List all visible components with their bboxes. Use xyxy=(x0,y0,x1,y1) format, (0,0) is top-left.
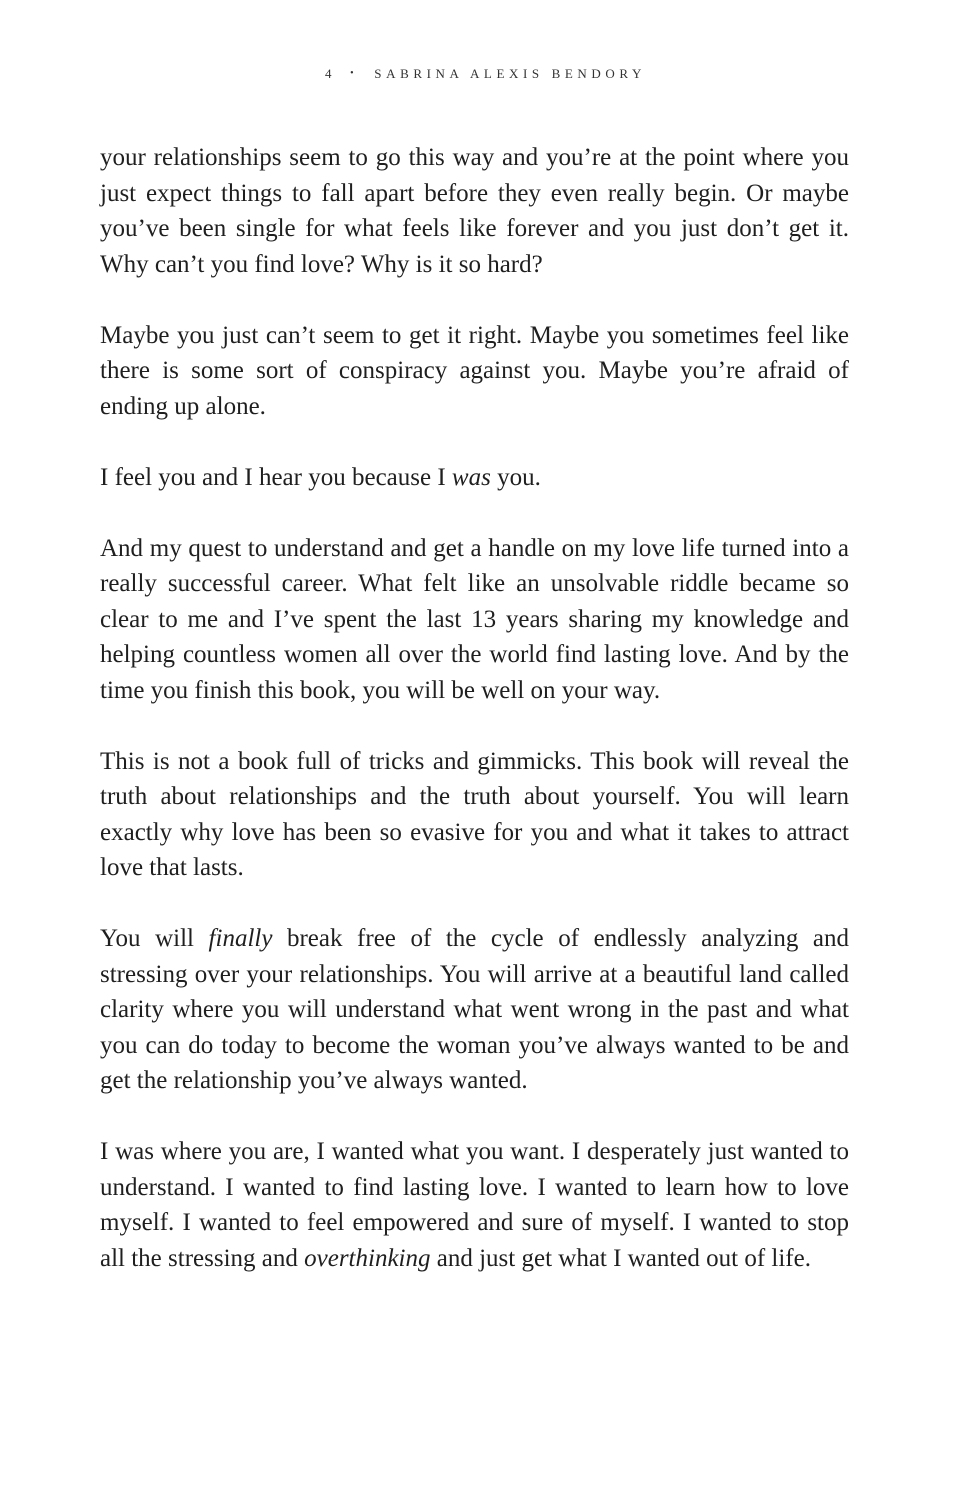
paragraph-2: Maybe you just can’t seem to get it right. Maybe you sometimes feel like there is some sort of conspiracy against you. Maybe you’re afraid of ending up alone. xyxy=(100,321,849,420)
paragraph-7-text-b: and just get what I wanted out of life. xyxy=(430,1244,811,1272)
paragraph-7 xyxy=(100,1134,849,1276)
paragraph-6-text-b: break free of the cycle of endlessly analyzing and stressing over your relationships. You will arrive at a beautiful land called clarity where you will understand what went wrong in the past and what you can do today to become the woman you’ve always wanted to be and get the relationship you’ve always wanted. xyxy=(100,925,849,1094)
paragraph-1: your relationships seem to go this way and you’re at the point where you just expect things to fall apart before they even really begin. Or maybe you’ve been single for what feels like forever and you just don’t get it. Why can’t you find love? Why is it so hard? xyxy=(100,144,849,278)
paragraph-3-text-a: I feel you and I hear you because I xyxy=(100,463,452,491)
paragraph-5: This is not a book full of tricks and gimmicks. This book will reveal the truth about relationships and the truth about yourself. You will learn exactly why love has been so evasive for you and what it takes to attract love that lasts. xyxy=(100,747,849,881)
page-number: 4 xyxy=(325,66,337,81)
running-head xyxy=(0,66,971,82)
body-text xyxy=(100,140,849,1312)
paragraph-6 xyxy=(100,921,849,1099)
author-name: SABRINA ALEXIS BENDORY xyxy=(374,66,646,81)
header-separator: • xyxy=(350,68,359,79)
paragraph-3-italic: was xyxy=(451,463,491,491)
paragraph-7-text-a: I was where you are, I wanted what you want. I desperately just wanted to understand. I wanted to find lasting love. I wanted to learn how to love myself. I wanted to feel empowered and sure of myself. I wanted to stop all the stressing and xyxy=(100,1138,849,1272)
paragraph-3 xyxy=(100,460,849,496)
paragraph-3-text-b: you. xyxy=(490,463,541,491)
paragraph-7-italic: overthinking xyxy=(304,1244,431,1272)
paragraph-6-italic: finally xyxy=(208,925,273,952)
paragraph-4: And my quest to understand and get a handle on my love life turned into a really successful career. What felt like an unsolvable riddle became so clear to me and I’ve spent the last 13 years sharing my knowledge and helping countless women all over the world find lasting love. And by the time you finish this book, you will be well on your way. xyxy=(100,534,849,704)
paragraph-6-text-a: You will xyxy=(100,925,209,952)
